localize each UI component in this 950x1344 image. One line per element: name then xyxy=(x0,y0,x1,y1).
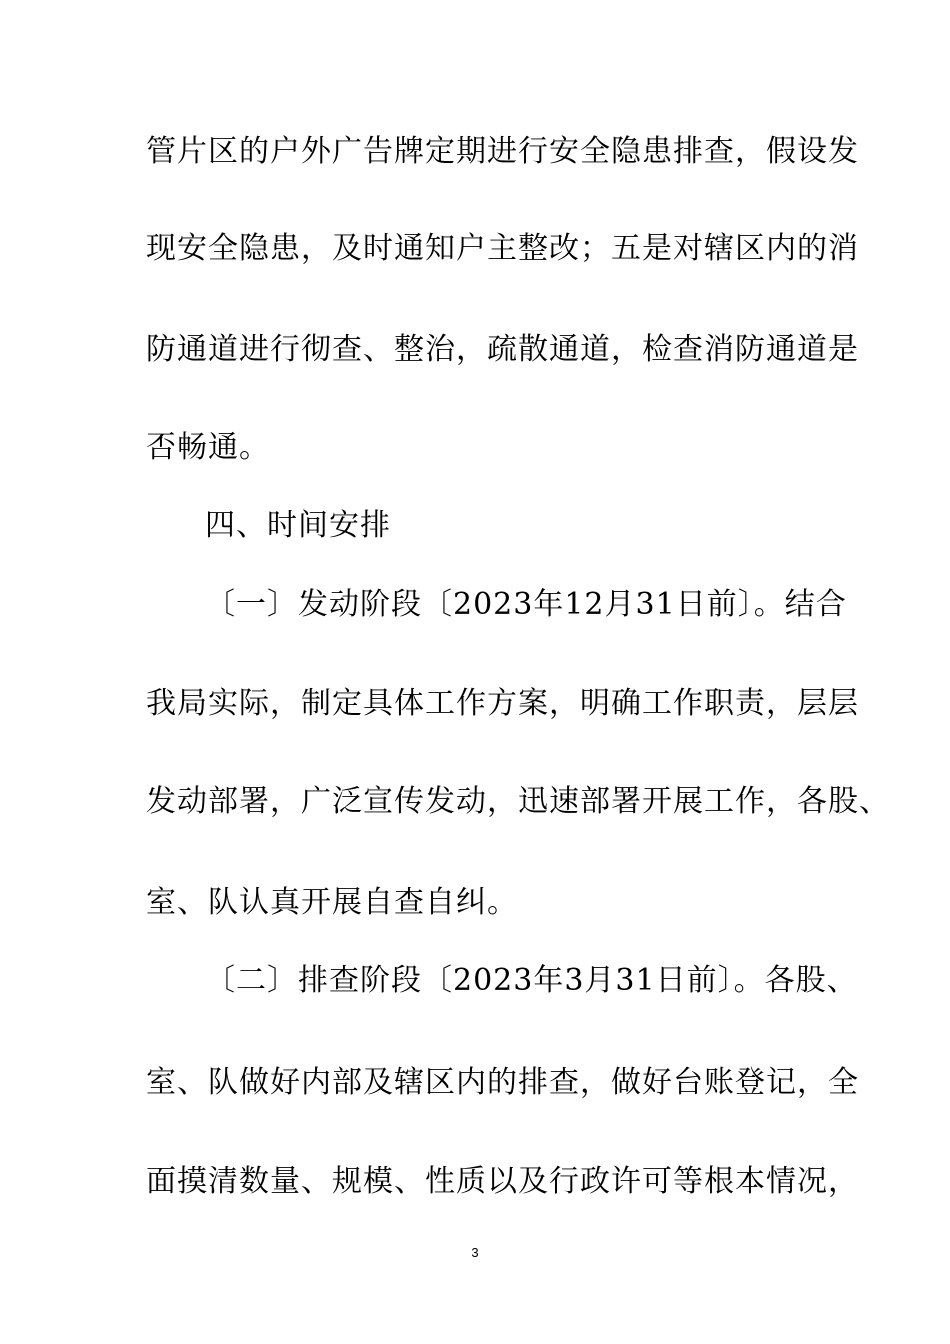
text-line: 管片区的户外广告牌定期进行安全隐患排查，假设发 xyxy=(146,134,859,169)
section-heading: 四、时间安排 xyxy=(205,508,391,543)
text-line: 发动部署，广泛宣传发动，迅速部署开展工作，各股、 xyxy=(146,784,890,819)
text-line: 防通道进行彻查、整治，疏散通道，检查消防通道是 xyxy=(146,332,859,367)
text-line: 〔二〕排查阶段〔2023年3月31日前〕。各股、 xyxy=(205,963,858,998)
page-number: 3 xyxy=(471,1245,479,1260)
text-line: 现安全隐患，及时通知户主整改；五是对辖区内的消 xyxy=(146,231,859,266)
text-line: 面摸清数量、规模、性质以及行政许可等根本情况， xyxy=(146,1164,859,1199)
text-line: 否畅通。 xyxy=(146,430,270,465)
text-line: 室、队认真开展自查自纠。 xyxy=(146,885,518,920)
text-line: 我局实际，制定具体工作方案，明确工作职责，层层 xyxy=(146,686,859,721)
text-line: 室、队做好内部及辖区内的排查，做好台账登记，全 xyxy=(146,1065,859,1100)
text-line: 〔一〕发动阶段〔2023年12月31日前〕。结合 xyxy=(205,587,847,622)
